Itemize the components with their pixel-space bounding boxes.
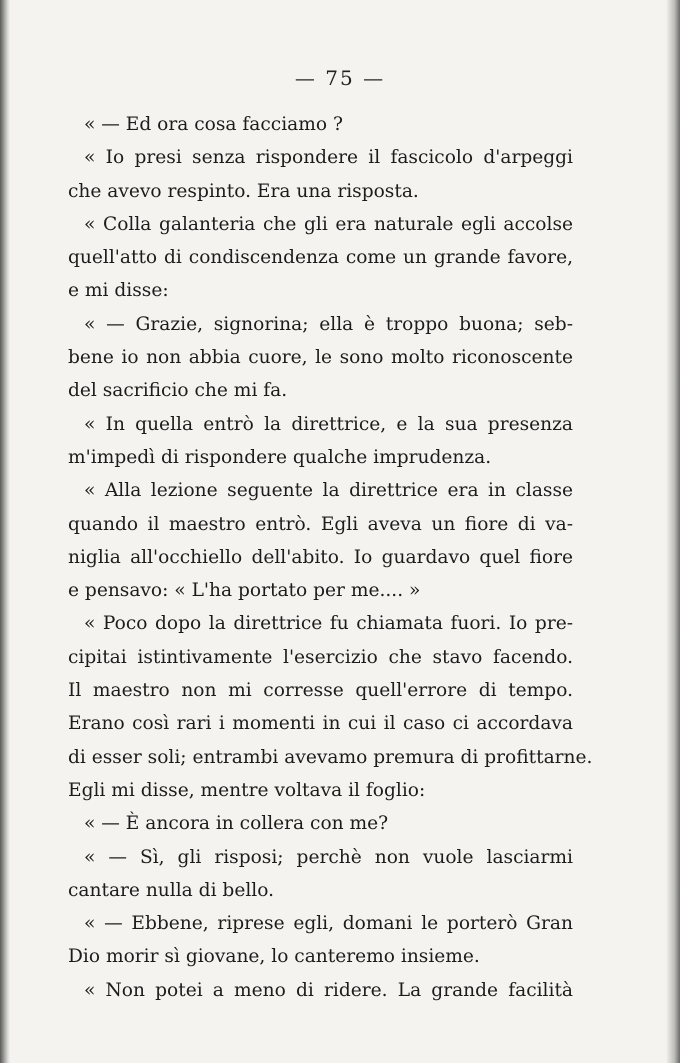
page-number: — 75 — [294,66,386,90]
text-line: Il maestro non mi corresse quell'errore di tempo. [68,680,573,702]
text-line: Erano così rari i momenti in cui il caso ci accordava [68,713,573,735]
text-line: di esser soli; entrambi avevamo premura di profittarne. [68,746,593,768]
page-right-shadow [666,0,680,1063]
text-line: e pensavo: « L'ha portato per me.... » [68,580,421,602]
text-line: « — È ancora in collera con me? [84,813,389,835]
text-line: cipitai istintivamente l'esercizio che stavo facendo. [68,646,573,668]
text-line: « In quella entrò la direttrice, e la sua presenza [84,413,573,435]
text-line: « — Grazie, signorina; ella è troppo buona; seb- [84,313,573,335]
text-line: che avevo respinto. Era una risposta. [68,180,419,202]
text-line: « — Ebbene, riprese egli, domani le porterò Gran [84,913,573,935]
text-line: « Non potei a meno di ridere. La grande facilità [84,979,573,1001]
text-line: « Poco dopo la direttrice fu chiamata fuori. Io pre- [84,613,573,635]
text-line: cantare nulla di bello. [68,879,275,901]
text-line: Egli mi disse, mentre voltava il foglio: [68,779,426,801]
text-line: « Io presi senza rispondere il fascicolo d'arpeggi [84,147,573,169]
text-line: « — Ed ora cosa facciamo ? [84,114,343,135]
text-line: Dio morir sì giovane, lo canteremo insieme. [68,946,480,968]
text-line: « Alla lezione seguente la direttrice era in classe [84,480,573,502]
text-line: niglia all'occhiello dell'abito. Io guardavo quel fiore [68,546,573,568]
page-left-shadow [0,0,10,1063]
text-line: quell'atto di condiscendenza come un grande favore, [68,247,573,269]
text-line: « — Sì, gli risposi; perchè non vuole lasciarmi [84,846,573,868]
body-text [68,108,593,1007]
text-line: quando il maestro entrò. Egli aveva un fiore di va- [68,513,573,535]
text-line: m'impedì di rispondere qualche imprudenza. [68,446,492,468]
text-line: « Colla galanteria che gli era naturale egli accolse [84,213,573,235]
text-line: del sacrificio che mi fa. [68,380,288,402]
text-line: e mi disse: [68,280,169,302]
text-line: bene io non abbia cuore, le sono molto riconoscente [68,347,573,369]
